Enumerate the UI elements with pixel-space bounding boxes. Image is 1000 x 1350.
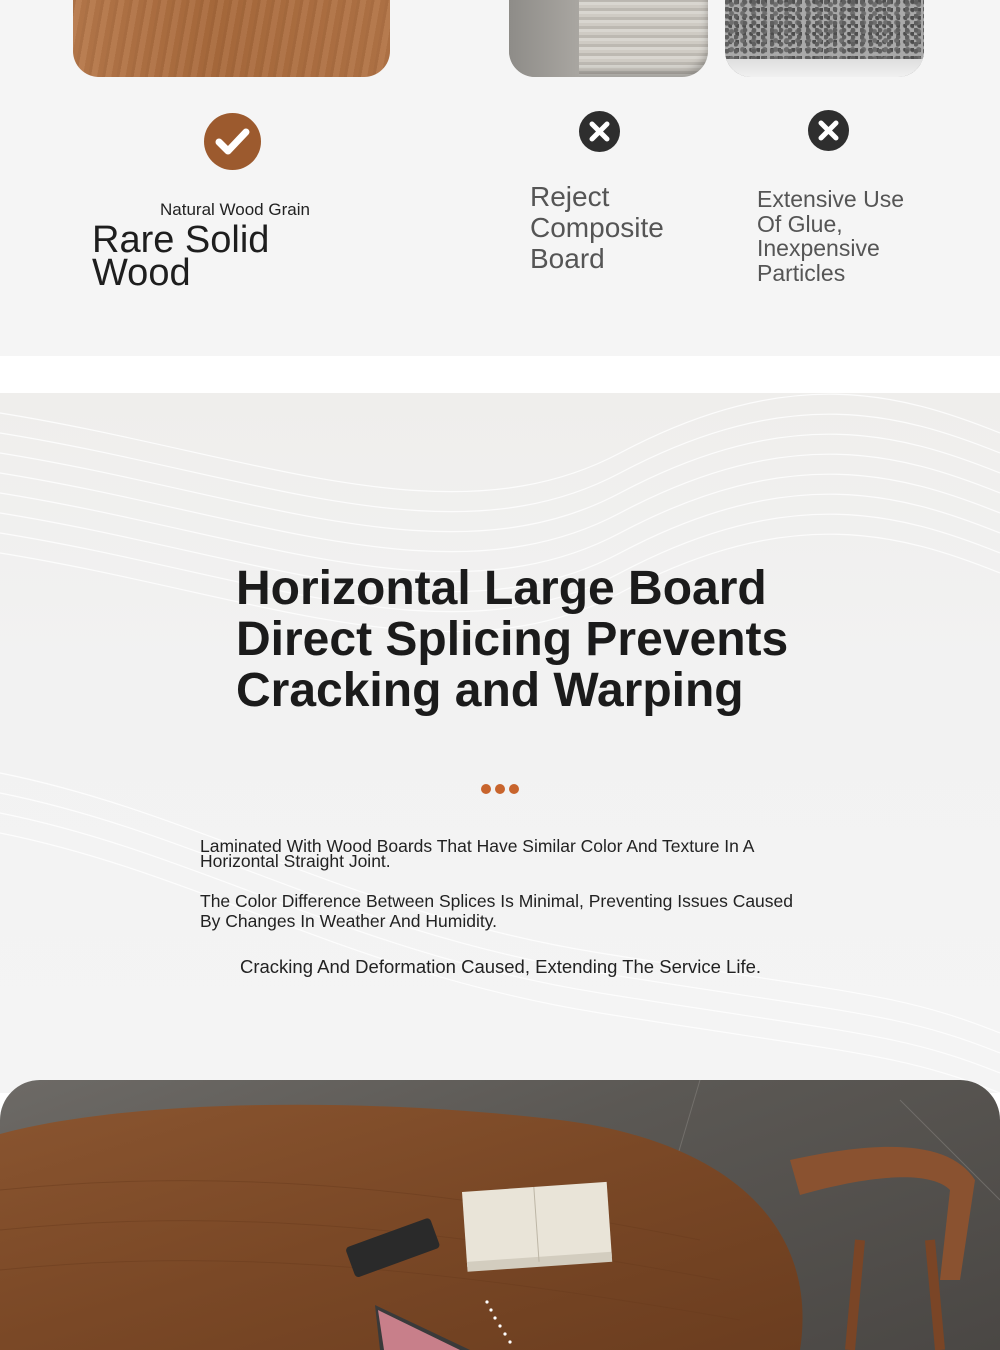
x-circle-icon (808, 110, 849, 151)
solid-wood-subtitle: Natural Wood Grain (160, 200, 310, 219)
x-circle-icon (579, 111, 620, 152)
dining-table-photo (0, 1080, 1000, 1350)
background-wave-pattern (0, 393, 1000, 1093)
feature-paragraph-2: The Color Difference Between Splices Is Minimal, Preventing Issues Caused By Changes In Weather And Humidity. (200, 891, 794, 931)
dot-icon (481, 784, 491, 794)
feature-heading: Horizontal Large Board Direct Splicing Prevents Cracking and Warping (236, 562, 789, 717)
particle-board-title: Extensive Use Of Glue, Inexpensive Particles (757, 186, 905, 286)
board-splicing-feature-section (0, 393, 1000, 1093)
check-circle-icon (204, 113, 261, 170)
feature-paragraph-1: Laminated With Wood Boards That Have Similar Color And Texture In A Horizontal Straight Joint. (200, 836, 754, 871)
material-comparison-section (0, 0, 1000, 356)
composite-board-sample-image (509, 0, 708, 77)
dot-icon (509, 784, 519, 794)
book (462, 1182, 612, 1272)
decorative-dots (481, 784, 519, 794)
dot-icon (495, 784, 505, 794)
composite-board-title: Reject Composite Board (530, 181, 664, 274)
feature-paragraph-3: Cracking And Deformation Caused, Extending The Service Life. (240, 956, 762, 977)
solid-wood-title: Rare Solid Wood (92, 219, 270, 294)
particle-board-sample-image (725, 0, 924, 77)
solid-wood-sample-image (73, 0, 390, 77)
